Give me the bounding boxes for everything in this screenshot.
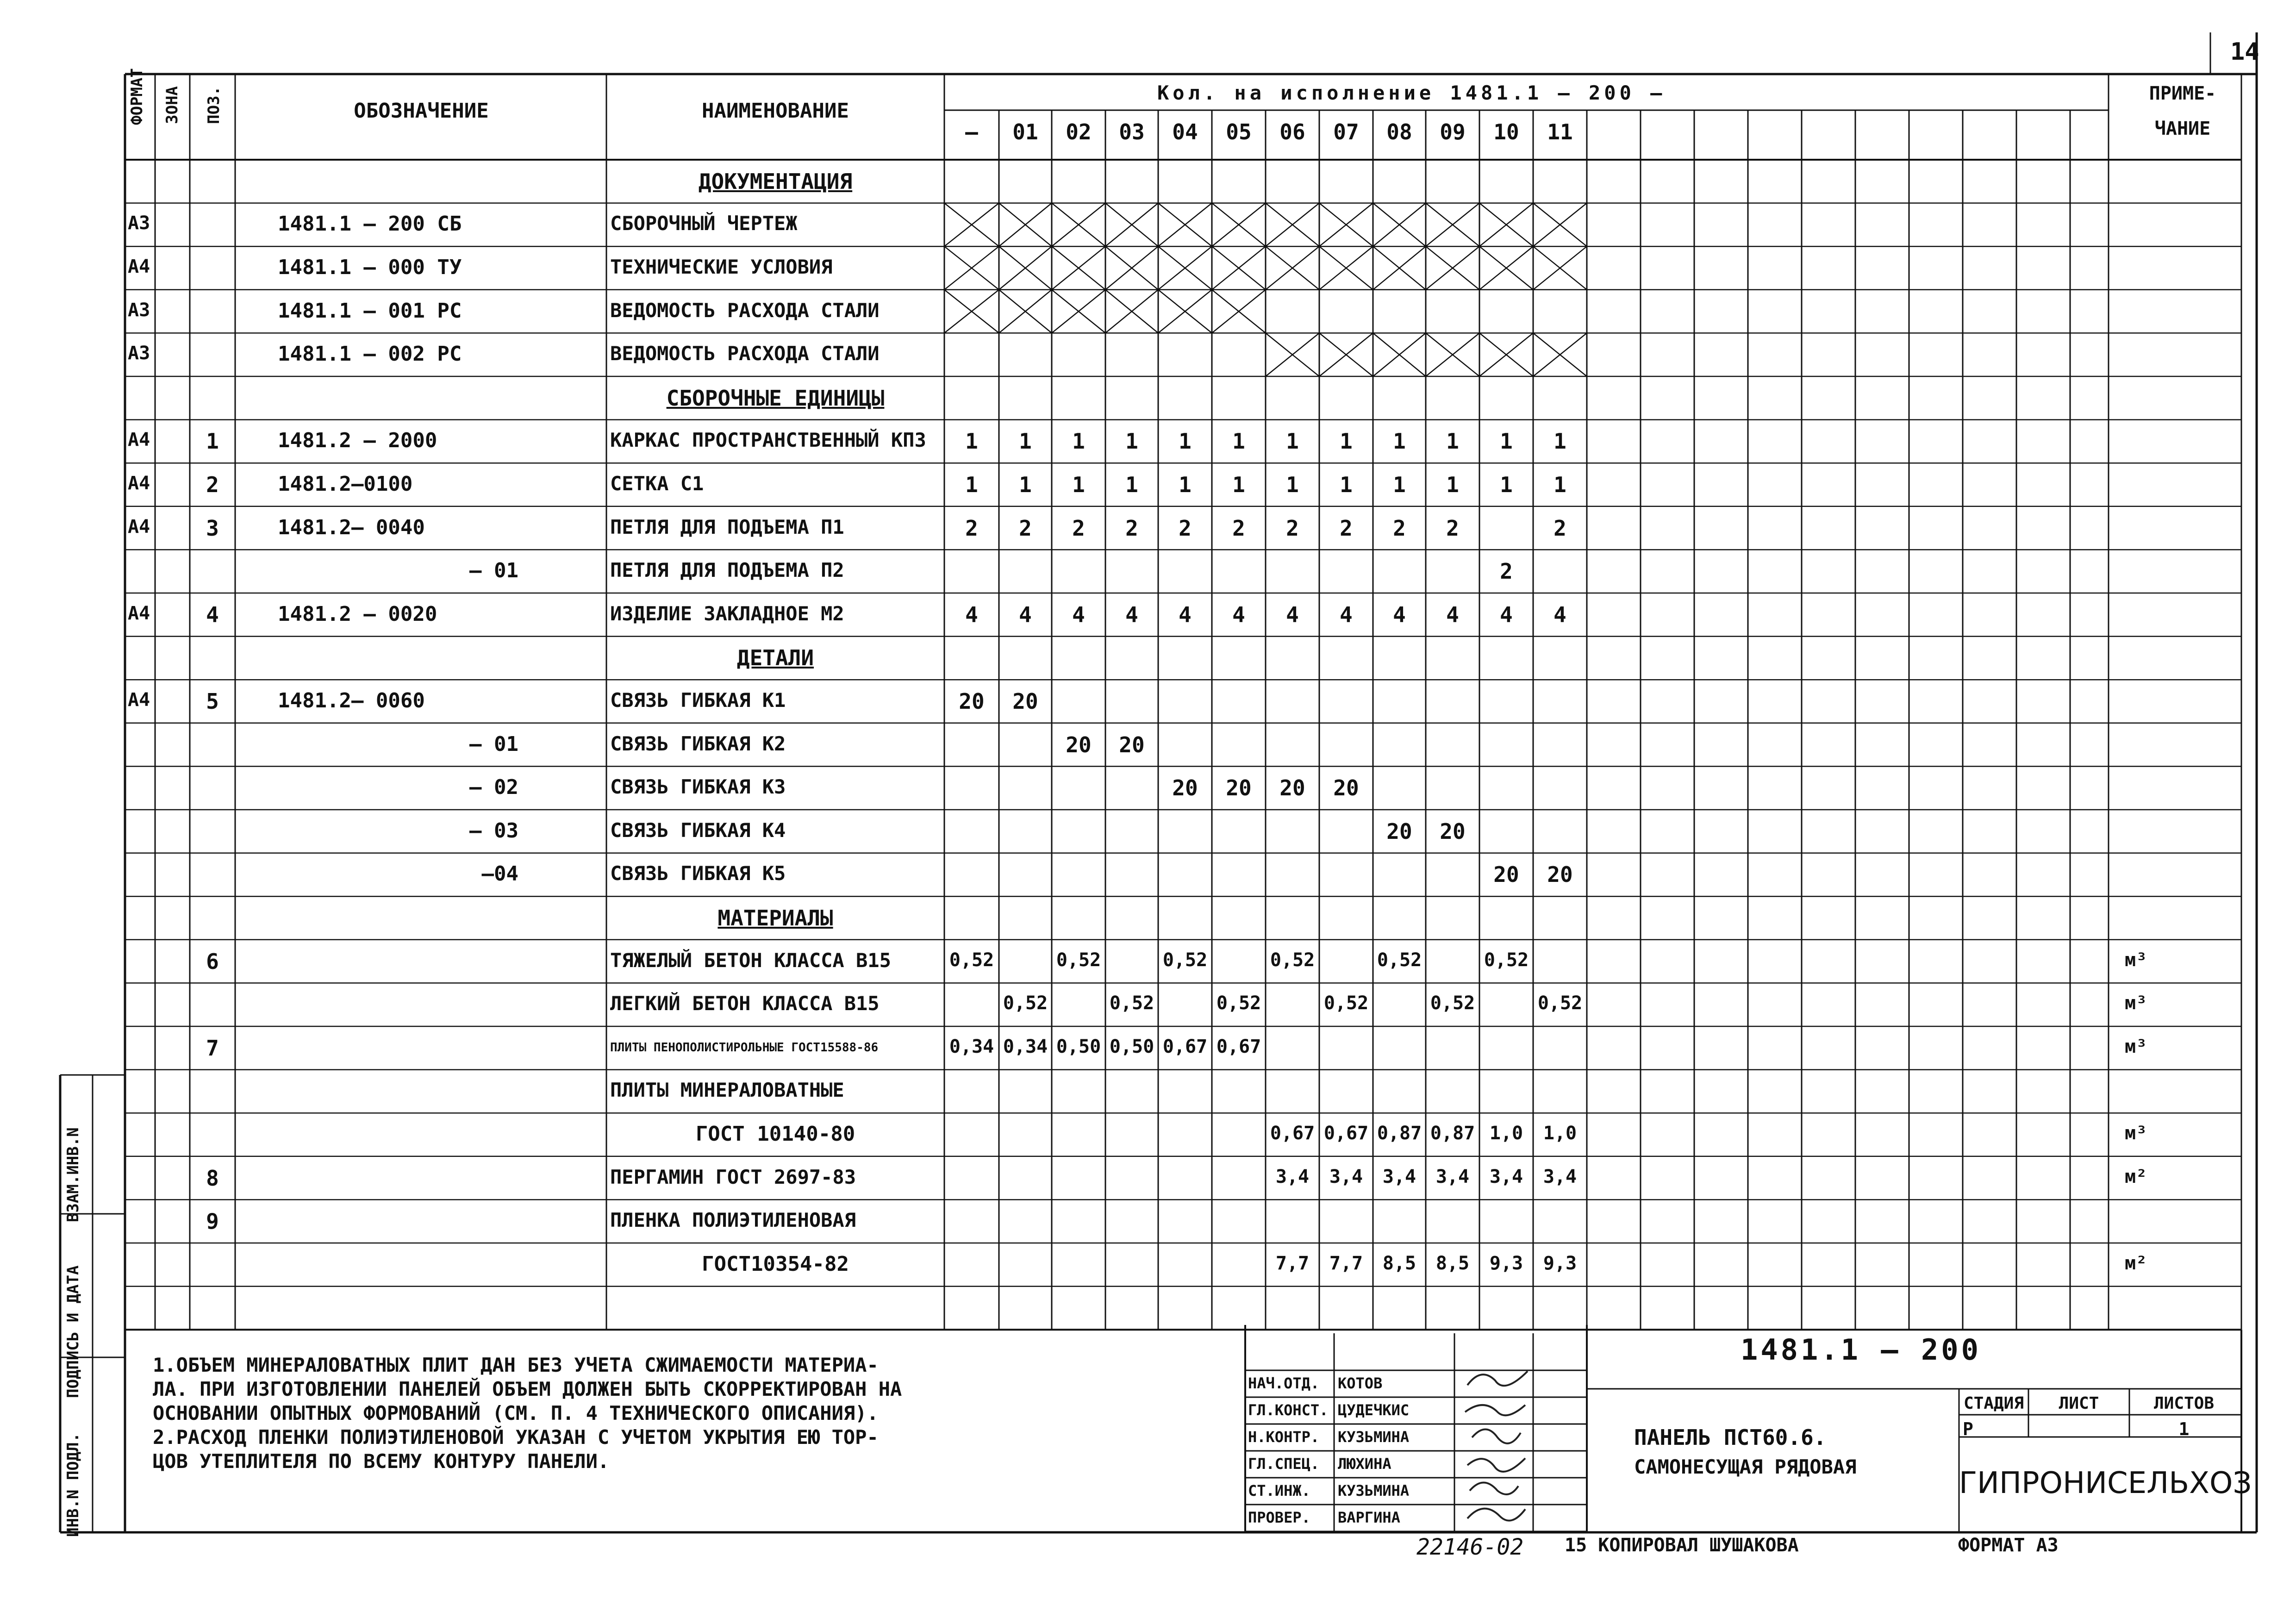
cell-qty: 2 xyxy=(1019,515,1032,541)
cell-qty: 1 xyxy=(1393,429,1406,454)
handwritten-signature xyxy=(1472,1430,1521,1443)
footer-number: 22146-02 xyxy=(1416,1534,1524,1560)
cell-qty: 0,52 xyxy=(1323,993,1369,1014)
cell-qty: 0,52 xyxy=(1056,949,1101,971)
doc-title-2: САМОНЕСУЩАЯ РЯДОВАЯ xyxy=(1634,1455,1857,1478)
cell-qty: 4 xyxy=(1393,602,1406,627)
note-1-line-1: 1.ОБЪЕМ МИНЕРАЛОВАТНЫХ ПЛИТ ДАН БЕЗ УЧЕТА СЖИМАЕМОСТИ МАТЕРИА- xyxy=(153,1354,879,1376)
cell-qty: 0,52 xyxy=(1216,993,1261,1014)
side-stamp-sign: ПОДПИСЬ И ДАТА xyxy=(64,1265,82,1398)
section-title: ДОКУМЕНТАЦИЯ xyxy=(698,169,853,194)
note-2-line-2: ЦОВ УТЕПЛИТЕЛЯ ПО ВСЕМУ КОНТУРУ ПАНЕЛИ. xyxy=(153,1450,610,1473)
cell-qty: 1 xyxy=(1019,472,1032,497)
variant-04: 04 xyxy=(1172,119,1198,144)
cell-designation: 1481.2– 0060 xyxy=(278,689,425,712)
cell-qty: 0,52 xyxy=(1270,949,1315,971)
cell-name: КАРКАС ПРОСТРАНСТВЕННЫЙ КП3 xyxy=(610,429,926,452)
cell-qty: 9,3 xyxy=(1543,1252,1577,1274)
cell-qty: 4 xyxy=(1072,602,1085,627)
cell-qty: 4 xyxy=(1340,602,1353,627)
cell-qty: 20 xyxy=(1226,775,1252,801)
stage-value: Р xyxy=(1963,1419,1973,1439)
cell-qty: 0,87 xyxy=(1430,1123,1475,1144)
cell-pos: 9 xyxy=(206,1209,219,1234)
cell-qty: 7,7 xyxy=(1329,1252,1363,1274)
section-title: ДЕТАЛИ xyxy=(736,645,814,671)
cell-note: м³ xyxy=(2125,949,2147,971)
header-name: НАИМЕНОВАНИЕ xyxy=(702,99,849,123)
variant-11: 11 xyxy=(1547,119,1573,144)
cell-qty: 3,4 xyxy=(1329,1166,1363,1187)
signer-role: ГЛ.КОНСТ. xyxy=(1248,1401,1329,1419)
cell-name: ВЕДОМОСТЬ РАСХОДА СТАЛИ xyxy=(610,299,880,322)
footer-copied: 15 КОПИРОВАЛ ШУШАКОВА xyxy=(1565,1535,1799,1556)
cell-qty: 2 xyxy=(1072,515,1085,541)
cell-qty: 3,4 xyxy=(1275,1166,1310,1187)
cell-qty: 1 xyxy=(1554,429,1566,454)
cell-name: ИЗДЕЛИЕ ЗАКЛАДНОЕ М2 xyxy=(610,602,844,625)
cell-format: А3 xyxy=(128,212,150,234)
cell-pos: 8 xyxy=(206,1165,219,1191)
handwritten-signature xyxy=(1467,1371,1528,1386)
cell-note: м³ xyxy=(2125,1123,2147,1144)
cell-qty: 0,52 xyxy=(1003,993,1048,1014)
signer-role: ГЛ.СПЕЦ. xyxy=(1248,1455,1320,1473)
cell-qty: 2 xyxy=(1286,515,1299,541)
cell-qty: 4 xyxy=(1446,602,1459,627)
cell-qty: 1 xyxy=(1554,472,1566,497)
cell-qty: 0,34 xyxy=(1003,1036,1048,1057)
cell-qty: 2 xyxy=(1340,515,1353,541)
header-zone: ЗОНА xyxy=(163,86,181,124)
cell-designation: – 01 xyxy=(469,559,518,583)
cell-qty: 3,4 xyxy=(1489,1166,1523,1187)
variant-10: 10 xyxy=(1493,119,1519,144)
cell-designation: – 02 xyxy=(469,775,518,800)
cell-qty: 4 xyxy=(965,602,978,627)
cell-qty: 0,67 xyxy=(1162,1036,1208,1057)
cell-name: СВЯЗЬ ГИБКАЯ К2 xyxy=(610,732,786,755)
cell-qty: 4 xyxy=(1125,602,1138,627)
cell-qty: 0,87 xyxy=(1377,1123,1422,1144)
cell-qty: 20 xyxy=(1279,775,1305,801)
note-1-line-3: ОСНОВАНИИ ОПЫТНЫХ ФОРМОВАНИЙ (СМ. П. 4 ТЕХНИЧЕСКОГО ОПИСАНИЯ). xyxy=(153,1402,879,1424)
cell-pos: 1 xyxy=(206,429,219,454)
cell-qty: 1 xyxy=(1340,472,1353,497)
header-note-1: ПРИМЕ- xyxy=(2149,83,2216,104)
cell-qty: 3,4 xyxy=(1435,1166,1470,1187)
variant-02: 02 xyxy=(1066,119,1092,144)
variant-03: 03 xyxy=(1119,119,1145,144)
side-stamp-swap: ВЗАМ.ИНВ.N xyxy=(64,1127,82,1222)
signer-role: Н.КОНТР. xyxy=(1248,1428,1320,1446)
cell-qty: 0,67 xyxy=(1270,1123,1315,1144)
cell-qty: 0,50 xyxy=(1109,1036,1154,1057)
cell-qty: 3,4 xyxy=(1543,1166,1577,1187)
cell-format: А4 xyxy=(128,256,150,277)
cell-qty: 1,0 xyxy=(1543,1123,1577,1144)
cell-pos: 7 xyxy=(206,1035,219,1061)
cell-name: ВЕДОМОСТЬ РАСХОДА СТАЛИ xyxy=(610,342,880,365)
cell-qty: 1 xyxy=(1500,429,1513,454)
side-stamp-inv: ИНВ.N ПОДЛ. xyxy=(64,1432,82,1537)
cell-qty: 20 xyxy=(1066,732,1092,757)
cell-qty: 9,3 xyxy=(1489,1252,1523,1274)
cell-qty: 1 xyxy=(1232,472,1245,497)
cell-pos: 4 xyxy=(206,602,219,627)
cell-qty: 1 xyxy=(1340,429,1353,454)
cell-qty: 1 xyxy=(1286,429,1299,454)
cell-qty: 3,4 xyxy=(1382,1166,1416,1187)
handwritten-signature xyxy=(1467,1509,1525,1521)
header-designation: ОБОЗНАЧЕНИЕ xyxy=(354,99,489,123)
cell-name: ГОСТ 10140-80 xyxy=(695,1122,855,1146)
variant-08: 08 xyxy=(1386,119,1412,144)
cell-qty: 7,7 xyxy=(1275,1252,1310,1274)
cell-qty: 20 xyxy=(1493,862,1519,887)
cell-qty: 4 xyxy=(1500,602,1513,627)
signer-name: ЛЮХИНА xyxy=(1338,1455,1391,1473)
cell-name: ПЛИТЫ ПЕНОПОЛИСТИРОЛЬНЫЕ ГОСТ15588-86 xyxy=(610,1040,879,1055)
cell-format: А3 xyxy=(128,299,150,321)
cell-designation: – 03 xyxy=(469,818,518,843)
cell-note: м² xyxy=(2125,1166,2147,1187)
cell-qty: 20 xyxy=(1440,818,1466,844)
cell-qty: 0,52 xyxy=(1430,993,1475,1014)
cell-qty: 0,52 xyxy=(949,949,994,971)
cell-format: А4 xyxy=(128,429,150,451)
cell-qty: 1 xyxy=(1393,472,1406,497)
cell-qty: 1 xyxy=(1179,472,1192,497)
cell-name: ПЕРГАМИН ГОСТ 2697-83 xyxy=(610,1165,856,1188)
header-format: ФОРМАТ xyxy=(128,68,146,125)
cell-designation: 1481.1 – 002 РС xyxy=(278,342,462,366)
cell-qty: 2 xyxy=(1232,515,1245,541)
cell-qty: 4 xyxy=(1554,602,1566,627)
cell-qty: 2 xyxy=(1179,515,1192,541)
cell-qty: 20 xyxy=(959,689,985,714)
cell-qty: 1 xyxy=(1125,429,1138,454)
footer-format: ФОРМАТ А3 xyxy=(1958,1535,2059,1556)
cell-qty: 1 xyxy=(1019,429,1032,454)
cell-note: м³ xyxy=(2125,1036,2147,1057)
cell-qty: 0,52 xyxy=(1484,949,1529,971)
cell-designation: 1481.1 – 000 ТУ xyxy=(278,256,462,279)
cell-qty: 1 xyxy=(1286,472,1299,497)
cell-qty: 1,0 xyxy=(1489,1123,1523,1144)
cell-qty: 0,52 xyxy=(1537,993,1583,1014)
cell-designation: 1481.2–0100 xyxy=(278,472,413,496)
cell-qty: 2 xyxy=(1554,515,1566,541)
cell-qty: 20 xyxy=(1172,775,1198,801)
cell-designation: 1481.2– 0040 xyxy=(278,515,425,539)
cell-name: СВЯЗЬ ГИБКАЯ К4 xyxy=(610,818,786,842)
cell-qty: 20 xyxy=(1547,862,1573,887)
signer-role: НАЧ.ОТД. xyxy=(1248,1374,1320,1392)
sheets-label: ЛИСТОВ xyxy=(2153,1394,2215,1413)
cell-qty: 8,5 xyxy=(1435,1252,1470,1274)
cell-qty: 0,52 xyxy=(1377,949,1422,971)
signer-role: ПРОВЕР. xyxy=(1248,1509,1310,1526)
handwritten-signature xyxy=(1467,1458,1525,1472)
cell-qty: 1 xyxy=(965,429,978,454)
header-note-2: ЧАНИЕ xyxy=(2154,118,2211,139)
variant-06: 06 xyxy=(1279,119,1305,144)
cell-name: ТЯЖЕЛЫЙ БЕТОН КЛАССА В15 xyxy=(610,949,891,972)
cell-format: А4 xyxy=(128,689,150,711)
cell-qty: 0,67 xyxy=(1216,1036,1261,1057)
handwritten-signature xyxy=(1465,1405,1525,1415)
cell-qty: 2 xyxy=(1500,559,1513,584)
cell-qty: 2 xyxy=(1125,515,1138,541)
doc-title-1: ПАНЕЛЬ ПСТ60.6. xyxy=(1634,1425,1827,1450)
sheets-value: 1 xyxy=(2178,1419,2190,1439)
signer-name: ВАРГИНА xyxy=(1338,1509,1400,1526)
handwritten-signature xyxy=(1470,1483,1518,1495)
cell-name: ПЛЕНКА ПОЛИЭТИЛЕНОВАЯ xyxy=(610,1209,856,1232)
cell-qty: 1 xyxy=(965,472,978,497)
cell-qty: 2 xyxy=(965,515,978,541)
signer-name: КУЗЬМИНА xyxy=(1338,1428,1410,1446)
cell-qty: 1 xyxy=(1072,429,1085,454)
signer-name: КОТОВ xyxy=(1338,1374,1383,1392)
note-1-line-2: ЛА. ПРИ ИЗГОТОВЛЕНИИ ПАНЕЛЕЙ ОБЪЕМ ДОЛЖЕН БЫТЬ СКОРРЕКТИРОВАН НА xyxy=(153,1378,902,1400)
cell-designation: – 01 xyxy=(469,732,518,756)
cell-qty: 20 xyxy=(1386,818,1412,844)
cell-qty: 4 xyxy=(1019,602,1032,627)
variant-09: 09 xyxy=(1440,119,1466,144)
variant-05: 05 xyxy=(1226,119,1252,144)
header-qty: Кол. на исполнение 1481.1 – 200 – xyxy=(1157,81,1666,104)
cell-designation: 1481.2 – 2000 xyxy=(278,429,437,453)
cell-qty: 1 xyxy=(1125,472,1138,497)
cell-qty: 0,67 xyxy=(1323,1123,1369,1144)
cell-qty: 1 xyxy=(1446,429,1459,454)
cell-qty: 4 xyxy=(1179,602,1192,627)
section-title: СБОРОЧНЫЕ ЕДИНИЦЫ xyxy=(666,385,885,411)
cell-note: м² xyxy=(2125,1252,2147,1274)
cell-qty: 4 xyxy=(1286,602,1299,627)
cell-name: ПЛИТЫ МИНЕРАЛОВАТНЫЕ xyxy=(610,1079,844,1102)
doc-code: 1481.1 – 200 xyxy=(1741,1333,1981,1367)
cell-qty: 0,50 xyxy=(1056,1036,1101,1057)
cell-qty: 20 xyxy=(1333,775,1359,801)
cell-format: А4 xyxy=(128,473,150,494)
cell-qty: 20 xyxy=(1012,689,1038,714)
sheet-label: ЛИСТ xyxy=(2059,1394,2099,1413)
cell-qty: 0,52 xyxy=(1109,993,1154,1014)
cell-qty: 1 xyxy=(1232,429,1245,454)
cell-name: СВЯЗЬ ГИБКАЯ К1 xyxy=(610,689,786,712)
section-title: МАТЕРИАЛЫ xyxy=(718,906,833,931)
variant-base: — xyxy=(965,119,978,144)
cell-name: ПЕТЛЯ ДЛЯ ПОДЪЕМА П1 xyxy=(610,515,844,538)
cell-format: А4 xyxy=(128,516,150,537)
cell-qty: 20 xyxy=(1119,732,1145,757)
signer-role: СТ.ИНЖ. xyxy=(1248,1482,1310,1499)
cell-qty: 8,5 xyxy=(1382,1252,1416,1274)
cell-qty: 0,52 xyxy=(1162,949,1208,971)
cell-pos: 2 xyxy=(206,472,219,497)
cell-name: СВЯЗЬ ГИБКАЯ К3 xyxy=(610,775,786,799)
header-pos: ПОЗ. xyxy=(205,86,223,124)
cell-qty: 0,34 xyxy=(949,1036,994,1057)
cell-pos: 5 xyxy=(206,689,219,714)
cell-qty: 1 xyxy=(1446,472,1459,497)
cell-format: А3 xyxy=(128,343,150,364)
cell-qty: 1 xyxy=(1072,472,1085,497)
note-2-line-1: 2.РАСХОД ПЛЕНКИ ПОЛИЭТИЛЕНОВОЙ УКАЗАН С УЧЕТОМ УКРЫТИЯ ЕЮ ТОР- xyxy=(153,1426,879,1449)
cell-name: СВЯЗЬ ГИБКАЯ К5 xyxy=(610,862,786,885)
cell-name: ЛЕГКИЙ БЕТОН КЛАССА В15 xyxy=(610,992,880,1015)
signer-name: ЦУДЕЧКИС xyxy=(1338,1401,1410,1419)
page-number: 14 xyxy=(2230,38,2259,66)
cell-qty: 4 xyxy=(1232,602,1245,627)
cell-name: ПЕТЛЯ ДЛЯ ПОДЪЕМА П2 xyxy=(610,559,844,582)
cell-pos: 6 xyxy=(206,949,219,974)
cell-qty: 2 xyxy=(1393,515,1406,541)
organization: ГИПРОНИСЕЛЬХОЗ xyxy=(1959,1466,2252,1500)
cell-designation: 1481.2 – 0020 xyxy=(278,602,437,626)
cell-name: СБОРОЧНЫЙ ЧЕРТЕЖ xyxy=(610,212,798,235)
cell-note: м³ xyxy=(2125,993,2147,1014)
cell-name: ТЕХНИЧЕСКИЕ УСЛОВИЯ xyxy=(610,256,833,278)
cell-name: СЕТКА С1 xyxy=(610,472,704,495)
cell-qty: 1 xyxy=(1179,429,1192,454)
cell-designation: 1481.1 – 200 СБ xyxy=(278,212,462,236)
cell-qty: 1 xyxy=(1500,472,1513,497)
cell-format: А4 xyxy=(128,602,150,624)
cell-name: ГОСТ10354-82 xyxy=(702,1252,849,1276)
cell-qty: 2 xyxy=(1446,515,1459,541)
cell-designation: –04 xyxy=(481,862,518,886)
variant-07: 07 xyxy=(1333,119,1359,144)
stage-label: СТАДИЯ xyxy=(1963,1394,2024,1413)
cell-pos: 3 xyxy=(206,515,219,541)
variant-01: 01 xyxy=(1012,119,1038,144)
signer-name: КУЗЬМИНА xyxy=(1338,1482,1410,1499)
cell-designation: 1481.1 – 001 РС xyxy=(278,299,462,323)
